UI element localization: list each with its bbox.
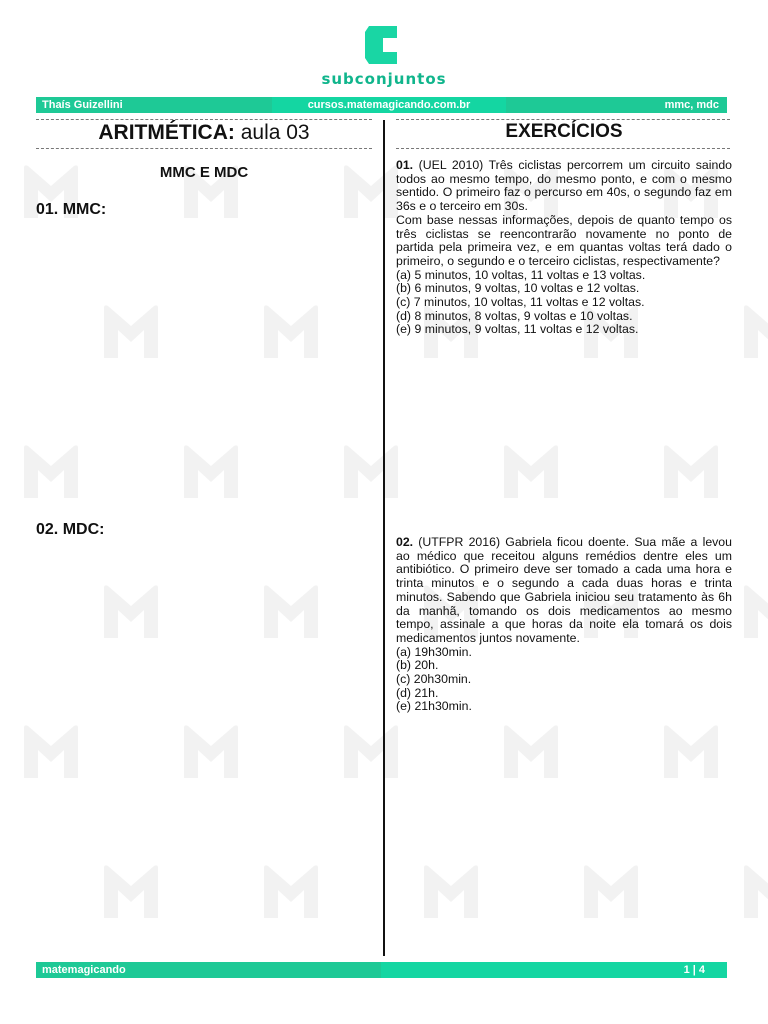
option-e: (e) 21h30min. (396, 699, 472, 714)
footer-brand: matemagicando (36, 962, 381, 978)
watermark-m-icon (100, 860, 162, 922)
subconjuntos-logo-icon (355, 22, 411, 68)
watermark-m-icon (260, 300, 322, 362)
footer-bar (36, 962, 727, 978)
watermark-m-icon (20, 440, 82, 502)
watermark-m-icon (740, 580, 768, 642)
question-1-number: 01. (396, 158, 414, 172)
page-title: ARITMÉTICA: aula 03 (98, 121, 310, 144)
question-2-options (396, 646, 732, 715)
section-mdc-heading: 02. MDC: (36, 521, 105, 538)
watermark-m-icon (580, 860, 642, 922)
question-2-statement: (UTFPR 2016) Gabriela ficou doente. Sua mãe a levou ao médico que receitou alguns remédios dentre eles um antibiótico. O primeiro deve ser tomado a cada uma hora e trinta minutos e o segundo a cada duas horas e trinta minutos. Sabendo que Gabriela iniciou seu tratamento às 6h da manhã, tomando os dois medicamentos ao mesmo tempo, assinale a que horas da noite ela tomará os dois medicamentos juntos novamente. (396, 535, 732, 645)
divider-title-right (396, 148, 730, 149)
watermark-m-icon (420, 860, 482, 922)
option-c: (c) 7 minutos, 10 voltas, 11 voltas e 12 voltas. (396, 295, 645, 310)
question-1 (396, 159, 732, 337)
topic-label: mmc, mdc (506, 97, 727, 113)
watermark-m-icon (660, 720, 722, 782)
page-number: 1 | 4 (381, 962, 727, 978)
option-e: (e) 9 minutos, 9 voltas, 11 voltas e 12 voltas. (396, 322, 639, 337)
watermark-m-icon (660, 440, 722, 502)
watermark-m-icon (340, 440, 402, 502)
section-mmc-heading: 01. MMC: (36, 201, 107, 218)
watermark-m-icon (100, 580, 162, 642)
option-d: (d) 21h. (396, 685, 439, 700)
option-b: (b) 6 minutos, 9 voltas, 10 voltas e 12 voltas. (396, 281, 640, 296)
divider-top-right (396, 119, 730, 120)
question-2 (396, 536, 732, 714)
column-divider (383, 120, 385, 956)
watermark-m-icon (500, 440, 562, 502)
watermark-m-icon (740, 300, 768, 362)
option-a: (a) 19h30min. (396, 644, 472, 659)
lesson-subtitle: MMC E MDC (159, 164, 249, 181)
course-url[interactable]: cursos.matemagicando.com.br (272, 97, 506, 113)
question-1-statement: (UEL 2010) Três ciclistas percorrem um circuito saindo todos ao mesmo tempo, do mesmo ponto, e com o mesmo sentido. O primeiro faz o percurso em 40s, o segundo faz em 36s e o terceiro em 30s. (396, 158, 732, 214)
watermark-m-icon (340, 720, 402, 782)
watermark-m-icon (740, 860, 768, 922)
question-1-options (396, 269, 732, 338)
watermark-m-icon (100, 300, 162, 362)
option-c: (c) 20h30min. (396, 672, 472, 687)
author-name: Thaís Guizellini (36, 97, 272, 113)
brand-name: subconjuntos (321, 70, 447, 88)
divider-top-left (36, 119, 372, 120)
question-1-prompt: Com base nessas informações, depois de quanto tempo os três ciclistas se reencontrarão novamente no ponto de partida pela primeira vez, e em quantas voltas terá dado o primeiro, o segundo e o terceiro ciclistas, respectivamente? (396, 212, 732, 268)
option-b: (b) 20h. (396, 658, 439, 673)
watermark-m-icon (260, 580, 322, 642)
watermark-m-icon (260, 860, 322, 922)
watermark-m-icon (180, 440, 242, 502)
option-d: (d) 8 minutos, 8 voltas, 9 voltas e 10 voltas. (396, 308, 633, 323)
watermark-m-icon (500, 720, 562, 782)
question-2-number: 02. (396, 535, 414, 549)
header-bar (36, 97, 727, 113)
option-a: (a) 5 minutos, 10 voltas, 11 voltas e 13 voltas. (396, 267, 646, 282)
exercises-title: EXERCÍCIOS (505, 121, 623, 142)
watermark-m-icon (20, 720, 82, 782)
divider-title-left (36, 148, 372, 149)
watermark-m-icon (180, 720, 242, 782)
